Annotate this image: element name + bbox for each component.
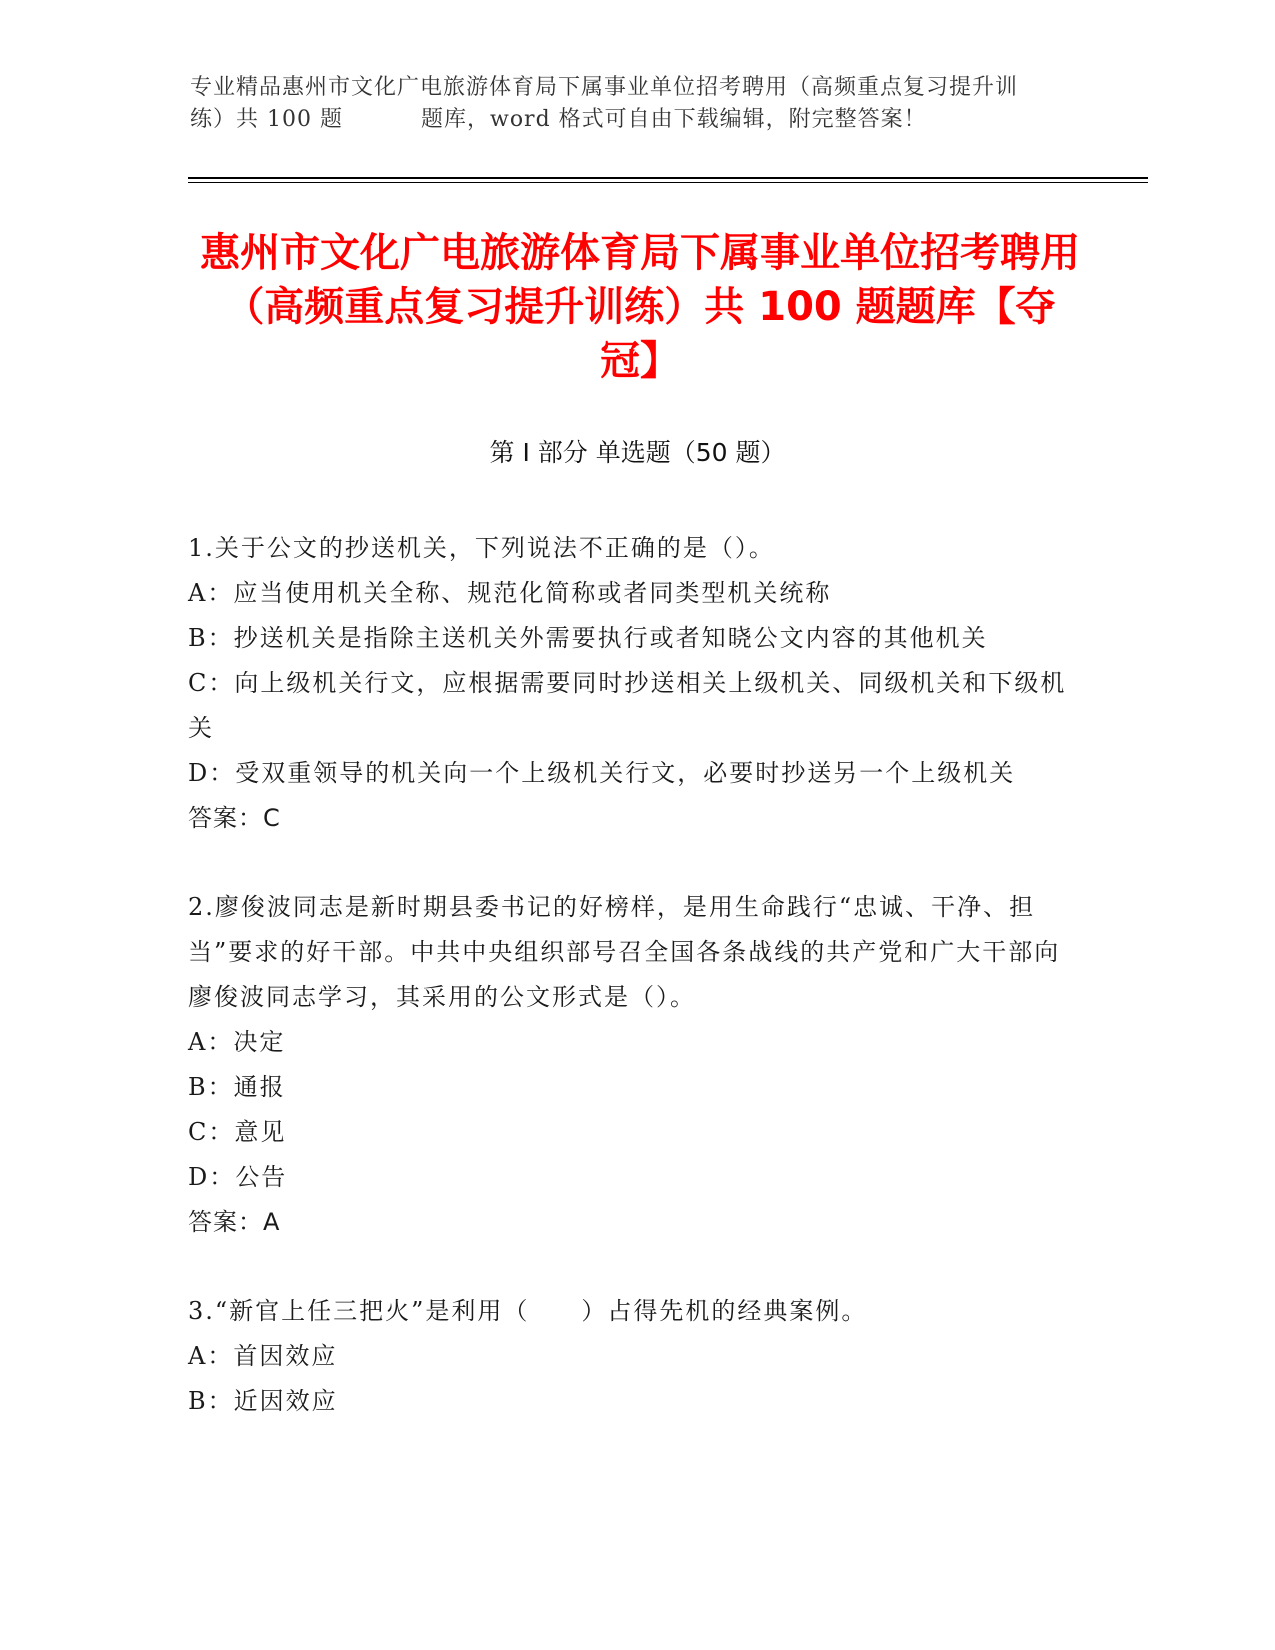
option-a: A：首因效应 [188, 1342, 338, 1370]
option-d: D：公告 [188, 1163, 288, 1191]
question-3 [188, 1289, 1068, 1424]
question-1 [188, 526, 1068, 841]
option-b: B：通报 [188, 1073, 286, 1101]
header-divider-thick [188, 177, 1148, 179]
option-b: B：近因效应 [188, 1387, 338, 1415]
header-divider-thin [188, 182, 1148, 183]
question-list [188, 526, 1068, 1468]
header-note-line-2-right: 题库，word 格式可自由下载编辑，附完整答案！ [420, 107, 927, 132]
answer-label: 答案：A [188, 1208, 281, 1236]
question-stem: 1.关于公文的抄送机关，下列说法不正确的是（）。 [188, 534, 775, 562]
option-b: B：抄送机关是指除主送机关外需要执行或者知晓公文内容的其他机关 [188, 624, 988, 652]
header-note-line-1: 专业精品惠州市文化广电旅游体育局下属事业单位招考聘用（高频重点复习提升训 [190, 75, 1019, 100]
question-2 [188, 885, 1068, 1245]
section-heading: 第 I 部分 单选题（50 题） [489, 438, 786, 467]
header-note-line-2-left: 练）共 100 题 [190, 107, 343, 132]
question-stem: 3.“新官上任三把火”是利用（ ）占得先机的经典案例。 [188, 1297, 868, 1325]
option-d: D：受双重领导的机关向一个上级机关行文，必要时抄送另一个上级机关 [188, 759, 1016, 787]
header-note-line-2 [190, 104, 1090, 136]
option-c: C：向上级机关行文，应根据需要同时抄送相关上级机关、同级机关和下级机关 [188, 669, 1067, 742]
option-a: A：决定 [188, 1028, 286, 1056]
option-a: A：应当使用机关全称、规范化简称或者同类型机关统称 [188, 579, 832, 607]
header-note [190, 72, 1090, 136]
question-stem: 2.廖俊波同志是新时期县委书记的好榜样，是用生命践行“忠诚、干净、担当”要求的好干部。中共中央组织部号召全国各条战线的共产党和广大干部向廖俊波同志学习，其采用的公文形式是（）。 [188, 893, 1061, 1011]
document-title: 惠州市文化广电旅游体育局下属事业单位招考聘用（高频重点复习提升训练）共 100 题题库【夺冠】 [200, 230, 1080, 384]
option-c: C：意见 [188, 1118, 287, 1146]
answer-label: 答案：C [188, 804, 281, 832]
